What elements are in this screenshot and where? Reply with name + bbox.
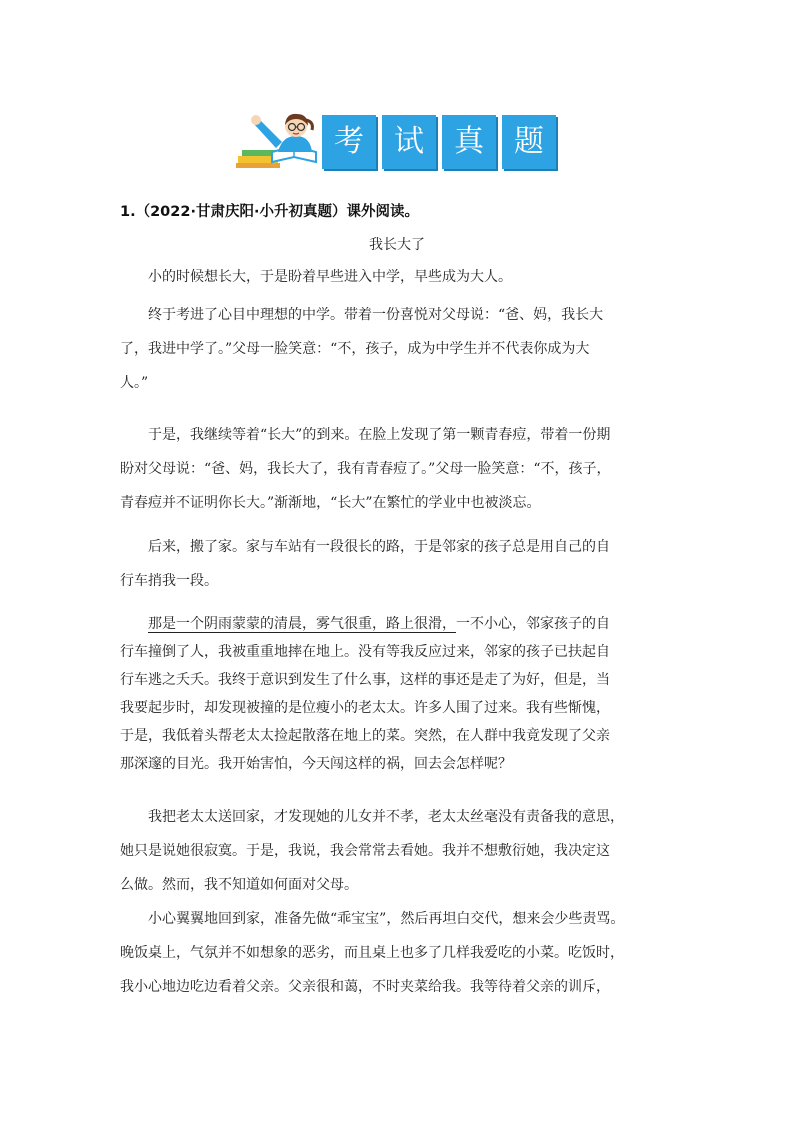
paragraph-1: [120, 260, 676, 294]
paragraph-line: 后来，搬了家。家与车站有一段很长的路，于是邻家的孩子总是用自己的自: [148, 539, 610, 555]
banner-tile-ti: 题: [502, 115, 556, 169]
paragraph-line: 于是，我低着头帮老太太捡起散落在地上的菜。突然，在人群中我竟发现了父亲: [120, 728, 610, 744]
exam-banner: [232, 112, 556, 172]
paragraph-line: 我把老太太送回家，才发现她的儿女并不孝，老太太丝毫没有责备我的意思，: [148, 809, 624, 825]
paragraph-line-rest: 一不小心，邻家孩子的自: [456, 616, 610, 632]
paragraph-line: 于是，我继续等着“长大”的到来。在脸上发现了第一颗青春痘，带着一份期: [148, 427, 611, 443]
question-label: 1.（2022·甘肃庆阳·小升初真题）课外阅读。: [120, 204, 419, 220]
paragraph-line: 我要起步时，却发现被撞的是位瘦小的老太太。许多人围了过来。我有些惭愧，: [120, 700, 610, 716]
paragraph-line: 终于考进了心目中理想的中学。带着一份喜悦对父母说：“爸、妈，我长大: [148, 307, 604, 323]
paragraph-line: 盼对父母说：“爸、妈，我长大了，我有青春痘了。”父母一脸笑意：“不，孩子，: [120, 461, 611, 477]
banner-tile-zhen: 真: [442, 115, 496, 169]
student-reading-illustration: [232, 112, 318, 172]
paragraph-line: 行车捎我一段。: [120, 573, 218, 589]
banner-tile-shi: 试: [382, 115, 436, 169]
banner-tile-kao: 考: [322, 115, 376, 169]
paragraph-line: 小的时候想长大，于是盼着早些进入中学，早些成为大人。: [148, 269, 512, 285]
paragraph-6: [120, 800, 676, 902]
paragraph-line: 了，我进中学了。”父母一脸笑意：“不，孩子，成为中学生并不代表你成为大: [120, 341, 590, 357]
paragraph-line: 人。”: [120, 375, 149, 391]
article-title: 我长大了: [369, 237, 425, 253]
paragraph-5: [120, 610, 676, 778]
paragraph-line: 我小心地边吃边看着父亲。父亲很和蔼，不时夹菜给我。我等待着父亲的训斥，: [120, 979, 610, 995]
paragraph-line: 行车撞倒了人，我被重重地摔在地上。没有等我反应过来，邻家的孩子已扶起自: [120, 644, 610, 660]
paragraph-line: 小心翼翼地回到家，准备先做“乖宝宝”，然后再坦白交代，想来会少些责骂。: [148, 911, 625, 927]
paragraph-line: 那深邃的目光。我开始害怕，今天闯这样的祸，回去会怎样呢？: [120, 756, 512, 772]
paragraph-line: 她只是说她很寂寞。于是，我说，我会常常去看她。我并不想敷衍她，我决定这: [120, 843, 610, 859]
paragraph-line: 行车逃之夭夭。我终于意识到发生了什么事，这样的事还是走了为好，但是，当: [120, 672, 610, 688]
paragraph-line: 青春痘并不证明你长大。”渐渐地，“长大”在繁忙的学业中也被淡忘。: [120, 495, 541, 511]
paragraph-line: 么做。然而，我不知道如何面对父母。: [120, 877, 358, 893]
paragraph-2: [120, 298, 676, 400]
paragraph-4: [120, 530, 676, 598]
paragraph-3: [120, 418, 676, 520]
paragraph-line: 晚饭桌上，气氛并不如想象的恶劣，而且桌上也多了几样我爱吃的小菜。吃饭时，: [120, 945, 624, 961]
paragraph-7: [120, 902, 676, 1004]
paragraph-line: [120, 610, 676, 638]
underlined-sentence: 那是一个阴雨蒙蒙的清晨，雾气很重，路上很滑，: [148, 616, 456, 632]
